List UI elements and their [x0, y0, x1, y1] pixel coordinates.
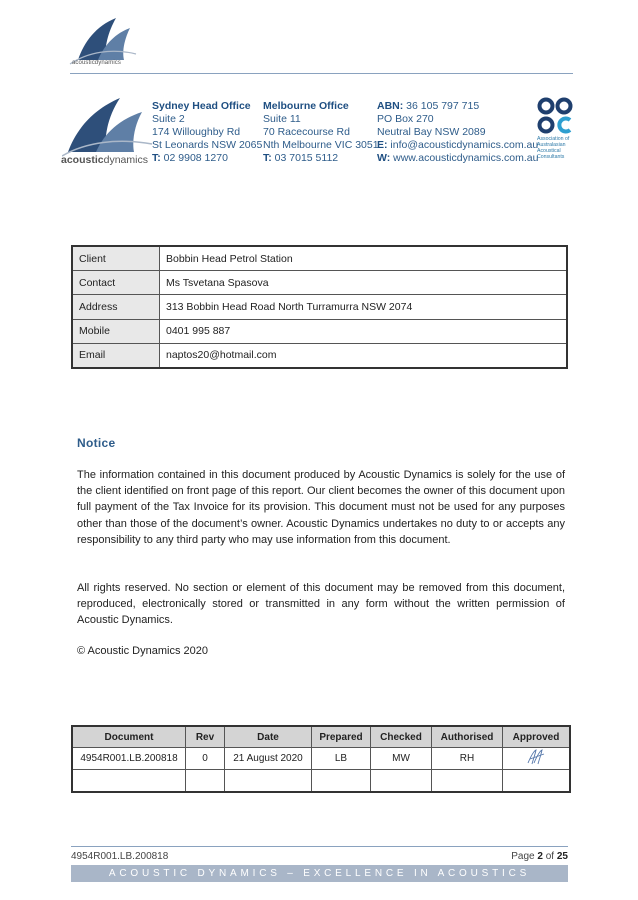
- cell-document: 4954R001.LB.200818: [72, 748, 186, 770]
- contact-key: Contact: [72, 271, 160, 295]
- melbourne-phone-label: T:: [263, 152, 272, 164]
- col-approved: Approved: [503, 726, 571, 748]
- col-authorised: Authorised: [432, 726, 503, 748]
- sydney-office: [152, 100, 262, 165]
- contact-value: Ms Tsvetana Spasova: [160, 271, 568, 295]
- letterhead-logo-text: [61, 154, 148, 166]
- logo-text-bold: acoustic: [61, 154, 104, 166]
- col-date: Date: [225, 726, 312, 748]
- table-row: [72, 343, 567, 368]
- melbourne-office-title: Melbourne Office: [263, 100, 349, 112]
- mobile-value: 0401 995 887: [160, 319, 568, 343]
- table-row: [72, 748, 570, 770]
- empty-cell: [432, 770, 503, 793]
- col-document: Document: [72, 726, 186, 748]
- table-row: [72, 319, 567, 343]
- cell-date: 21 August 2020: [225, 748, 312, 770]
- empty-cell: [72, 770, 186, 793]
- notice-heading: Notice: [77, 436, 116, 450]
- table-row: [72, 295, 567, 319]
- empty-cell: [371, 770, 432, 793]
- page-of: of: [545, 851, 555, 862]
- empty-cell: [312, 770, 371, 793]
- footer-page-number: [490, 851, 568, 862]
- letterhead-logo-icon: [62, 92, 154, 162]
- logo-text-light: dynamics: [103, 154, 148, 166]
- melbourne-line1: Suite 11: [263, 113, 301, 125]
- cell-prepared: LB: [312, 748, 371, 770]
- table-row: [72, 246, 567, 271]
- client-details-table: [71, 245, 568, 369]
- mobile-key: Mobile: [72, 319, 160, 343]
- company-web: www.acousticdynamics.com.au: [393, 152, 539, 164]
- cell-authorised: RH: [432, 748, 503, 770]
- aaac-caption-3: Acoustical: [537, 148, 561, 154]
- web-label: W:: [377, 152, 391, 164]
- client-value: Bobbin Head Petrol Station: [160, 246, 568, 271]
- page-total: 25: [556, 851, 568, 862]
- signature-icon: [525, 748, 547, 766]
- email-label: E:: [377, 139, 388, 151]
- empty-cell: [186, 770, 225, 793]
- cell-approved: [503, 748, 571, 770]
- footer-divider: [71, 846, 568, 847]
- notice-paragraph-2: All rights reserved. No section or element of this document may be removed from this document, reproduced, electronically stored or transmitted in any form without the written permission of Acoustic Dynamics.: [77, 582, 565, 627]
- aaac-caption-4: Consultants: [537, 154, 565, 160]
- melbourne-office: [263, 100, 379, 165]
- page-word: Page: [511, 851, 535, 862]
- footer-doc-ref: 4954R001.LB.200818: [71, 851, 169, 862]
- aaac-caption: [537, 136, 577, 160]
- abn-line2: Neutral Bay NSW 2089: [377, 126, 486, 138]
- abn-label: ABN:: [377, 100, 404, 112]
- aaac-caption-1: Association of: [537, 136, 570, 142]
- table-header-row: [72, 726, 570, 748]
- sydney-phone-label: T:: [152, 152, 161, 164]
- email-key: Email: [72, 343, 160, 368]
- aaac-caption-2: Australasian: [537, 142, 566, 148]
- address-key: Address: [72, 295, 160, 319]
- abn-contact: [377, 100, 538, 165]
- table-row: [72, 271, 567, 295]
- table-row: [72, 770, 570, 793]
- col-prepared: Prepared: [312, 726, 371, 748]
- melbourne-phone: 03 7015 5112: [274, 152, 339, 164]
- cell-rev: 0: [186, 748, 225, 770]
- melbourne-line2: 70 Racecourse Rd: [263, 126, 350, 138]
- email-value: naptos20@hotmail.com: [160, 343, 568, 368]
- empty-cell: [225, 770, 312, 793]
- aaac-logo-icon: [537, 97, 575, 135]
- empty-cell: [503, 770, 571, 793]
- copyright-line: © Acoustic Dynamics 2020: [77, 645, 208, 657]
- sydney-office-title: Sydney Head Office: [152, 100, 251, 112]
- footer-tagline: ACOUSTIC DYNAMICS – EXCELLENCE IN ACOUSTICS: [71, 865, 568, 882]
- header-divider: [70, 73, 573, 74]
- revision-table: [71, 725, 571, 793]
- address-value: 313 Bobbin Head Road North Turramurra NSW 2074: [160, 295, 568, 319]
- col-rev: Rev: [186, 726, 225, 748]
- sydney-line2: 174 Willoughby Rd: [152, 126, 241, 138]
- melbourne-line3: Nth Melbourne VIC 3051: [263, 139, 379, 151]
- sydney-line3: St Leonards NSW 2065: [152, 139, 263, 151]
- abn-value: 36 105 797 715: [406, 100, 480, 112]
- abn-line1: PO Box 270: [377, 113, 434, 125]
- col-checked: Checked: [371, 726, 432, 748]
- page-num: 2: [537, 851, 543, 862]
- company-email: info@acousticdynamics.com.au: [390, 139, 539, 151]
- notice-paragraph-1: The information contained in this document produced by Acoustic Dynamics is solely for the use of the client identified on front page of this report. Our client becomes the owner of this document upon full payment of the Tax Invoice for its provision. This document must not be used for any purposes other than those of the document’s owner. Acoustic Dynamics undertakes no duty to or accepts any responsibility to any third party who may use information from this document.: [77, 469, 565, 546]
- sydney-phone: 02 9908 1270: [163, 152, 228, 164]
- client-key: Client: [72, 246, 160, 271]
- sydney-line1: Suite 2: [152, 113, 185, 125]
- top-logo-text: acousticdynamics: [72, 60, 121, 66]
- cell-checked: MW: [371, 748, 432, 770]
